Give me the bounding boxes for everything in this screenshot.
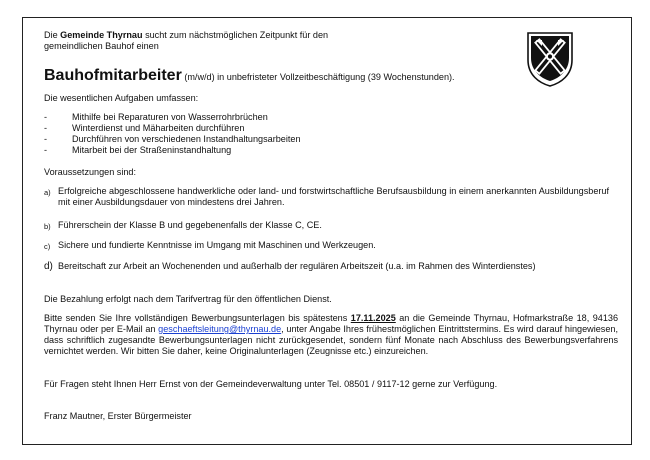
requirement-marker: c) (44, 242, 51, 251)
municipal-coat-of-arms-icon (525, 30, 575, 88)
tasks-heading: Die wesentlichen Aufgaben umfassen: (44, 93, 199, 103)
list-marker: - (44, 112, 48, 122)
position-title: Bauhofmitarbeiter (44, 67, 182, 84)
requirement-marker: b) (44, 222, 51, 231)
salary-text: Die Bezahlung erfolgt nach dem Tarifvertrag für den öffentlichen Dienst. (44, 294, 332, 304)
requirement-item: b) Führerschein der Klasse B und gegebenenfalls der Klasse C, CE. (44, 220, 322, 231)
intro-line-1: Die Gemeinde Thyrnau sucht zum nächstmöglichen Zeitpunkt für den (44, 30, 329, 40)
application-paragraph: Bitte senden Sie Ihre vollständigen Bewerbungsunterlagen bis spätestens 17.11.2025 an die Gemeinde Thyrnau, Hofmarkstraße 18, 94136 Thyrnau oder per E-Mail an geschaeftsleitung@thyrnau.de, unter Angabe Ihres frühestmöglichen Eintrittstermins. Es wird darauf hingewiesen, dass schriftlich zugesandte Bewerbungsunterlagen nicht zurückgesendet, sondern fünf Monate nach Abschluss des Bewerbungsverfahrens vernichtet werden. Wir bitten Sie daher, keine Originalunterlagen (Zeugnisse etc.) einzureichen. (44, 313, 618, 356)
task-list (44, 112, 301, 156)
list-item: - Durchführen von verschiedenen Instandhaltungsarbeiten (44, 134, 301, 144)
email-link[interactable]: geschaeftsleitung@thyrnau.de (158, 324, 282, 334)
requirement-item: d) Bereitschaft zur Arbeit an Wochenenden und außerhalb der regulären Arbeitszeit (u.a. im Rahmen des Winterdienstes) (44, 261, 536, 272)
intro-text (44, 30, 328, 52)
requirement-marker: d) (44, 261, 53, 272)
list-item: - Mitarbeit bei der Straßeninstandhaltung (44, 145, 232, 155)
requirements-heading: Voraussetzungen sind: (44, 167, 137, 177)
application-deadline: 17.11.2025 (350, 313, 396, 323)
list-marker: - (44, 145, 48, 155)
list-marker: - (44, 134, 48, 144)
position-title-line (44, 67, 455, 85)
position-subtitle: (m/w/d) in unbefristeter Vollzeitbeschäftigung (39 Wochenstunden). (181, 72, 455, 82)
requirement-item: c) Sichere und fundierte Kenntnisse im Umgang mit Maschinen und Werkzeugen. (44, 240, 376, 251)
contact-text: Für Fragen steht Ihnen Herr Ernst von der Gemeindeverwaltung unter Tel. 08501 / 9117-12 gerne zur Verfügung. (44, 379, 498, 389)
list-item: - Winterdienst und Mäharbeiten durchführen (44, 123, 245, 133)
list-item: - Mithilfe bei Reparaturen von Wasserrohrbrüchen (44, 112, 268, 122)
municipality-name: Gemeinde Thyrnau (60, 30, 143, 40)
job-advertisement (22, 17, 632, 445)
intro-line-2: gemeindlichen Bauhof einen (44, 41, 159, 51)
signature-line: Franz Mautner, Erster Bürgermeister (44, 411, 192, 421)
list-marker: - (44, 123, 48, 133)
requirement-item: a) Erfolgreiche abgeschlossene handwerkliche oder land- und forstwirtschaftliche Berufsausbildung in einem anerkannten Ausbildungsberuf mit einer Ausbildungsdauer von mindestens drei Jahren. (44, 186, 610, 207)
requirement-marker: a) (44, 188, 51, 197)
